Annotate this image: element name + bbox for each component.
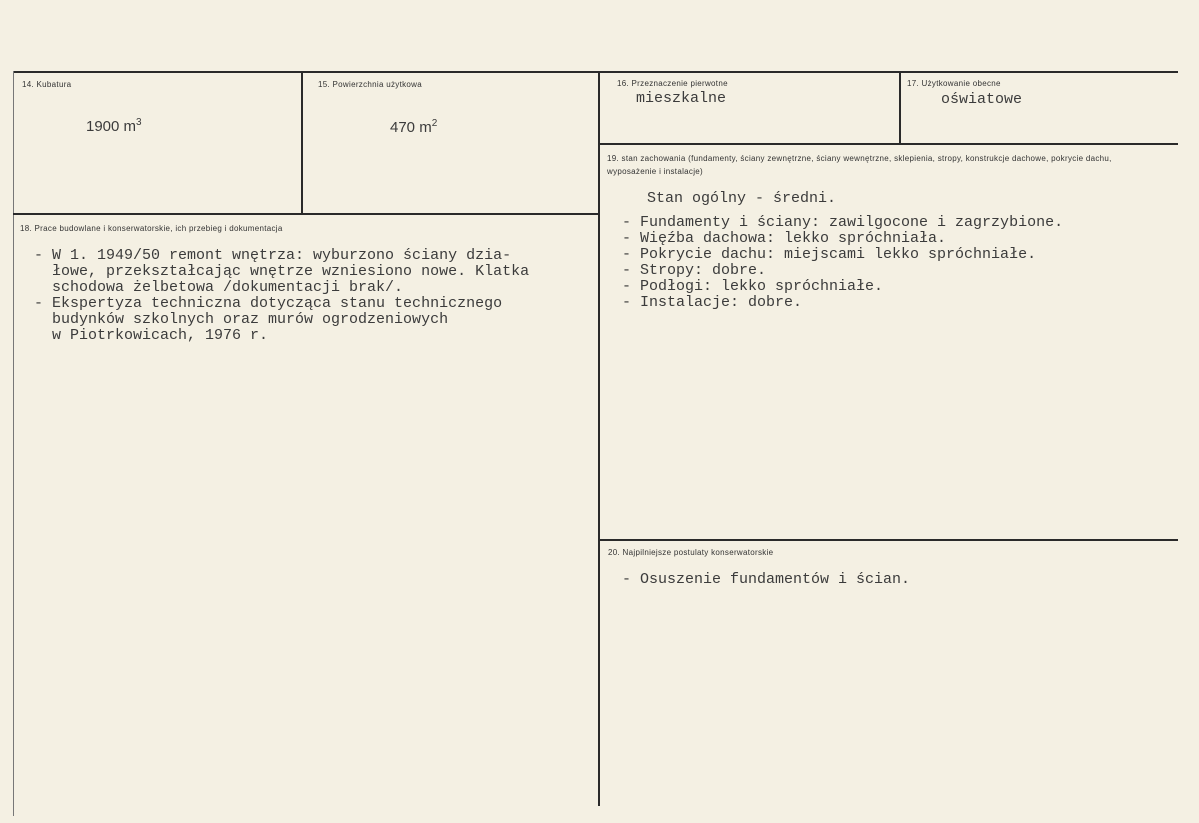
field-18-line: schodowa żelbetowa /dokumentacji brak/. (34, 279, 404, 296)
field-14-value (86, 118, 142, 135)
field-18-line: - Ekspertyza techniczna dotycząca stanu technicznego (34, 295, 503, 312)
field-16-value: mieszkalne (636, 90, 727, 107)
field-14-15-divider-line (301, 73, 303, 213)
field-17-label: 17. Użytkowanie obecne (907, 79, 1001, 88)
field-20-line: - Osuszenie fundamentów i ścian. (622, 571, 911, 588)
field-18-label: 18. Prace budowlane i konserwatorskie, ich przebieg i dokumentacja (20, 224, 283, 233)
field-19-line: - Instalacje: dobre. (622, 294, 803, 311)
field-18-line: budynków szkolnych oraz murów ogrodzeniowych (34, 311, 449, 328)
field-17-value: oświatowe (941, 91, 1023, 108)
left-column-divider-line (13, 71, 14, 816)
field-19-line: - Więźba dachowa: lekko spróchniała. (622, 230, 947, 247)
field-14-value-text: 1900 m (86, 118, 137, 135)
field-19-line: - Pokrycie dachu: miejscami lekko spróchniałe. (622, 246, 1037, 263)
field-19-text (622, 215, 1063, 311)
field-19-line: - Stropy: dobre. (622, 262, 767, 279)
field-18-line: - W 1. 1949/50 remont wnętrza: wyburzono ściany dzia- (34, 247, 512, 264)
field-15-value (390, 119, 437, 136)
field-19-line: - Podłogi: lekko spróchniałe. (622, 278, 884, 295)
field-18-line: łowe, przekształcając wnętrze wzniesiono nowe. Klatka (34, 263, 530, 280)
field-14-15-bottom-line (13, 213, 600, 215)
field-16-label: 16. Przeznaczenie pierwotne (617, 79, 728, 88)
field-18-line: w Piotrkowicach, 1976 r. (34, 327, 269, 344)
field-15-value-text: 470 m (390, 119, 432, 136)
main-column-divider-line (598, 71, 600, 806)
field-16-17-bottom-line (600, 143, 1178, 145)
field-14-value-exponent: 3 (136, 117, 142, 128)
field-20-label: 20. Najpilniejsze postulaty konserwatorskie (608, 548, 774, 557)
field-15-value-exponent: 2 (431, 118, 438, 129)
field-18-text (34, 248, 529, 344)
field-19-general-condition: Stan ogólny - średni. (647, 190, 837, 207)
field-16-17-divider-line (899, 73, 901, 143)
field-20-text (622, 572, 910, 588)
field-19-line: - Fundamenty i ściany: zawilgocone i zagrzybione. (622, 214, 1064, 231)
field-15-label: 15. Powierzchnia użytkowa (318, 80, 422, 89)
field-19-label: 19. stan zachowania (fundamenty, ściany zewnętrzne, ściany wewnętrzne, sklepienia, stropy, konstrukcje dachowe, pokrycie dachu, wyposażenie i instalacje) (607, 154, 1112, 176)
top-border-line (13, 71, 1178, 73)
field-19-bottom-line (600, 539, 1178, 541)
field-14-label: 14. Kubatura (22, 80, 72, 89)
